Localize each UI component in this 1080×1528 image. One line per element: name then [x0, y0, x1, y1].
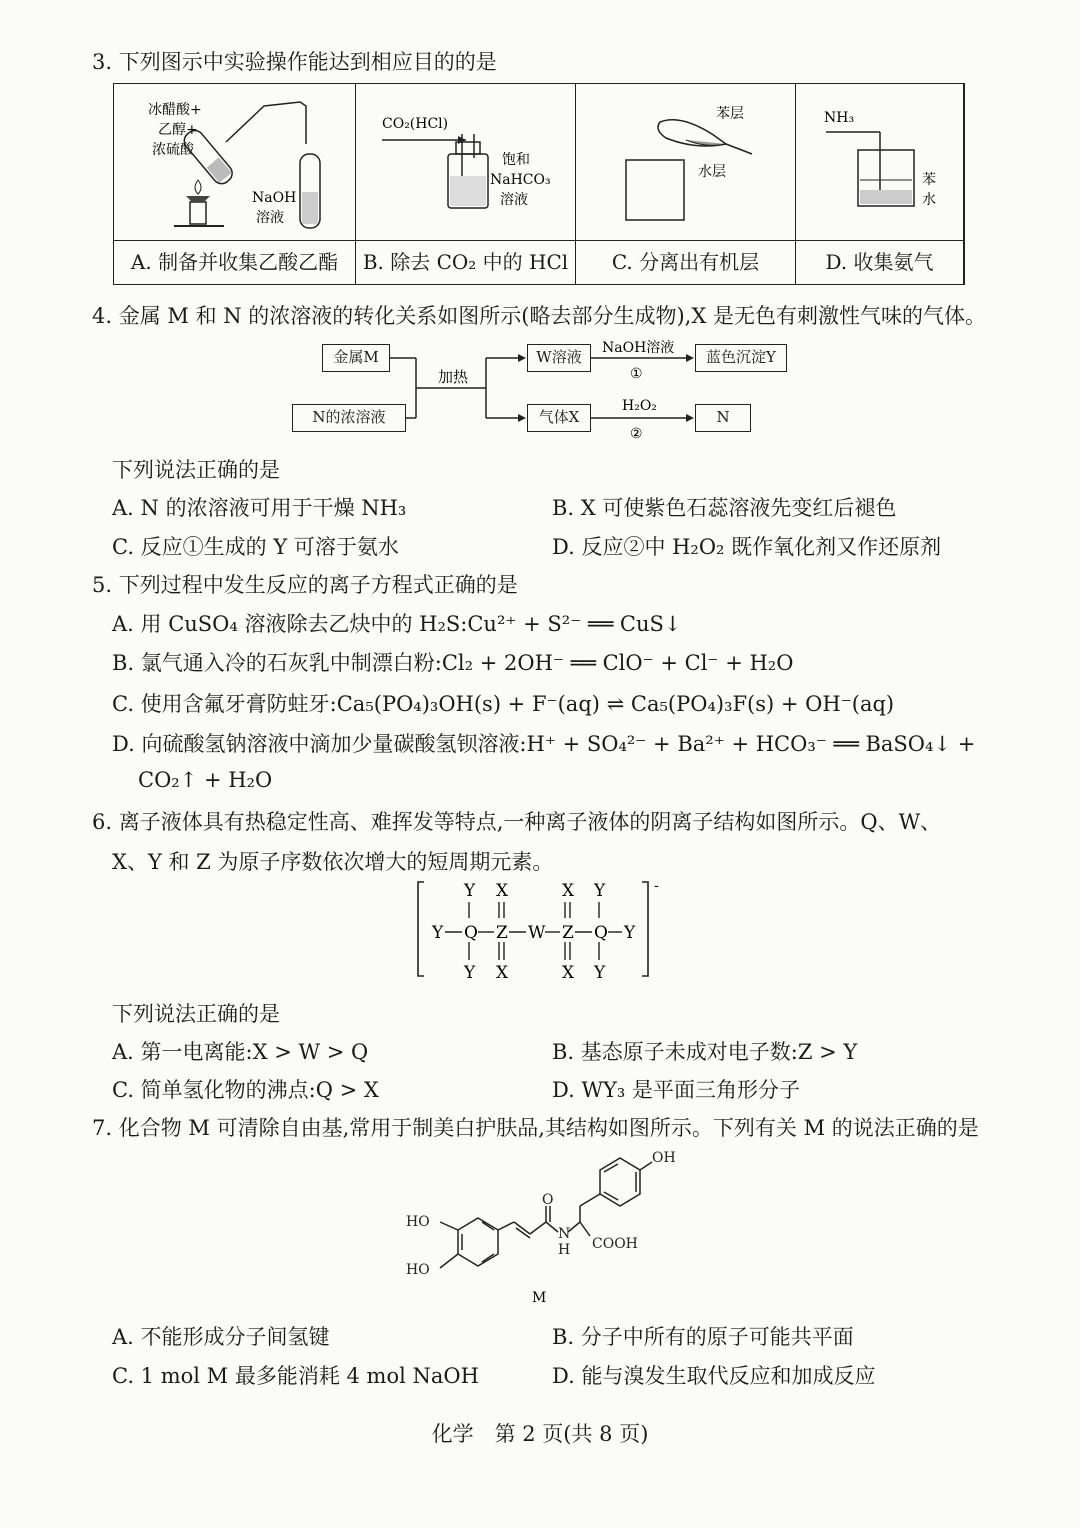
svg-text:X: X [562, 963, 575, 982]
svg-text:Y: Y [432, 923, 444, 943]
q7-option-d: D. 能与溴发生取代反应和加成反应 [552, 1364, 876, 1388]
svg-text:②: ② [630, 426, 643, 442]
svg-text:水层: 水层 [698, 164, 726, 180]
svg-text:Y: Y [464, 963, 476, 982]
flow-precipitate-y: 蓝色沉淀Y [695, 344, 787, 372]
svg-text:冰醋酸+: 冰醋酸+ [148, 102, 202, 118]
ammonia-absorption-diagram [796, 84, 962, 240]
q5-option-a: A. 用 CuSO₄ 溶液除去乙炔中的 H₂S:Cu²⁺ + S²⁻ ══ CuS↓ [112, 612, 682, 636]
svg-text:COOH: COOH [592, 1236, 638, 1252]
anion-structure-diagram [412, 878, 666, 982]
page-footer: 化学 第 2 页(共 8 页) [431, 1422, 649, 1446]
question-3-stem: 3. 下列图示中实验操作能达到相应目的的是 [92, 50, 497, 74]
svg-text:X: X [562, 881, 575, 901]
q7-option-b: B. 分子中所有的原子可能共平面 [552, 1325, 854, 1349]
svg-text:Q: Q [464, 923, 478, 943]
svg-text:溶液: 溶液 [256, 210, 284, 226]
q6-option-b: B. 基态原子未成对电子数:Z > Y [552, 1040, 858, 1064]
q5-option-d: D. 向硫酸氢钠溶液中滴加少量碳酸氢钡溶液:H⁺ + SO₄²⁻ + Ba²⁺ + HCO₃⁻ ══ BaSO₄↓ + [112, 732, 976, 756]
svg-text:①: ① [630, 366, 643, 382]
question-6-stem-continued: X、Y 和 Z 为原子序数依次增大的短周期元素。 [112, 850, 554, 874]
experiment-caption-a: A. 制备并收集乙酸乙酯 [130, 250, 339, 274]
experiment-caption-b: B. 除去 CO₂ 中的 HCl [362, 250, 569, 274]
q6-option-d: D. WY₃ 是平面三角形分子 [552, 1078, 800, 1102]
svg-text:Z: Z [562, 923, 574, 943]
flow-n: N [695, 404, 751, 432]
q4-option-c: C. 反应①生成的 Y 可溶于氨水 [112, 535, 399, 559]
esterification-apparatus-diagram [114, 84, 354, 240]
experiment-cell-d [796, 84, 964, 284]
compound-m-structure [396, 1142, 696, 1312]
q5-option-c: C. 使用含氟牙膏防蛀牙:Ca₅(PO₄)₃OH(s) + F⁻(aq) ⇌ Ca₅(PO₄)₃F(s) + OH⁻(aq) [112, 692, 895, 716]
svg-text:NaOH: NaOH [252, 190, 297, 206]
separatory-funnel-diagram [576, 84, 794, 240]
svg-text:苯: 苯 [922, 172, 936, 188]
svg-text:Y: Y [594, 881, 606, 901]
flow-w-solution: W溶液 [527, 344, 591, 372]
svg-text:HO: HO [406, 1262, 430, 1278]
experiment-cell-c [576, 84, 796, 284]
question-7-stem: 7. 化合物 M 可清除自由基,常用于制美白护肤品,其结构如图所示。下列有关 M 的说法正确的是 [92, 1116, 979, 1140]
experiment-caption-c: C. 分离出有机层 [611, 250, 760, 274]
svg-text:H₂O₂: H₂O₂ [622, 398, 657, 414]
experiment-caption-d: D. 收集氨气 [825, 250, 934, 274]
svg-text:OH: OH [652, 1150, 676, 1166]
svg-text:苯层: 苯层 [716, 106, 744, 122]
experiment-cell-a [114, 84, 356, 284]
svg-text:N: N [558, 1226, 571, 1242]
svg-text:加热: 加热 [438, 368, 469, 386]
question-4-lead: 下列说法正确的是 [112, 458, 280, 482]
svg-text:溶液: 溶液 [500, 192, 528, 208]
question-4-stem: 4. 金属 M 和 N 的浓溶液的转化关系如图所示(略去部分生成物),X 是无色有刺激性气味的气体。 [92, 304, 986, 328]
svg-text:CO₂(HCl): CO₂(HCl) [382, 116, 449, 132]
flow-metal-m: 金属M [322, 344, 390, 372]
svg-text:NaHCO₃: NaHCO₃ [490, 172, 551, 188]
experiment-table [113, 83, 965, 285]
svg-text:W: W [528, 923, 546, 943]
svg-text:NH₃: NH₃ [824, 110, 855, 126]
svg-text:HO: HO [406, 1214, 430, 1230]
q6-option-c: C. 简单氢化物的沸点:Q > X [112, 1078, 379, 1102]
svg-text:H: H [558, 1242, 571, 1258]
svg-text:Y: Y [464, 881, 476, 901]
q4-option-a: A. N 的浓溶液可用于干燥 NH₃ [112, 496, 407, 520]
svg-text:M: M [532, 1290, 547, 1306]
svg-text:X: X [496, 963, 509, 982]
svg-text:-: - [654, 878, 659, 894]
q6-option-a: A. 第一电离能:X > W > Q [112, 1040, 369, 1064]
svg-text:浓硫酸: 浓硫酸 [152, 142, 194, 158]
gas-washing-bottle-diagram [356, 84, 574, 240]
svg-text:饱和: 饱和 [502, 152, 530, 168]
svg-text:水: 水 [922, 192, 936, 208]
question-6-lead: 下列说法正确的是 [112, 1002, 280, 1026]
svg-text:Q: Q [594, 923, 608, 943]
q7-option-c: C. 1 mol M 最多能消耗 4 mol NaOH [112, 1364, 479, 1388]
svg-text:Y: Y [624, 923, 636, 943]
svg-text:Z: Z [496, 923, 508, 943]
q4-option-d: D. 反应②中 H₂O₂ 既作氧化剂又作还原剂 [552, 535, 942, 559]
svg-text:O: O [542, 1192, 554, 1208]
svg-text:X: X [496, 881, 509, 901]
q5-option-d-continued: CO₂↑ + H₂O [138, 768, 273, 792]
experiment-cell-b [356, 84, 576, 284]
svg-text:Y: Y [594, 963, 606, 982]
question-5-stem: 5. 下列过程中发生反应的离子方程式正确的是 [92, 573, 518, 597]
q7-option-a: A. 不能形成分子间氢键 [112, 1325, 330, 1349]
q5-option-b: B. 氯气通入冷的石灰乳中制漂白粉:Cl₂ + 2OH⁻ ══ ClO⁻ + Cl⁻ + H₂O [112, 651, 794, 675]
q4-option-b: B. X 可使紫色石蕊溶液先变红后褪色 [552, 496, 897, 520]
svg-text:NaOH溶液: NaOH溶液 [602, 340, 675, 356]
flow-gas-x: 气体X [527, 404, 591, 432]
flow-n-conc-solution: N的浓溶液 [292, 404, 406, 432]
question-6-stem: 6. 离子液体具有热稳定性高、难挥发等特点,一种离子液体的阴离子结构如图所示。Q、W、 [92, 810, 942, 834]
svg-text:乙醇+: 乙醇+ [158, 122, 198, 138]
